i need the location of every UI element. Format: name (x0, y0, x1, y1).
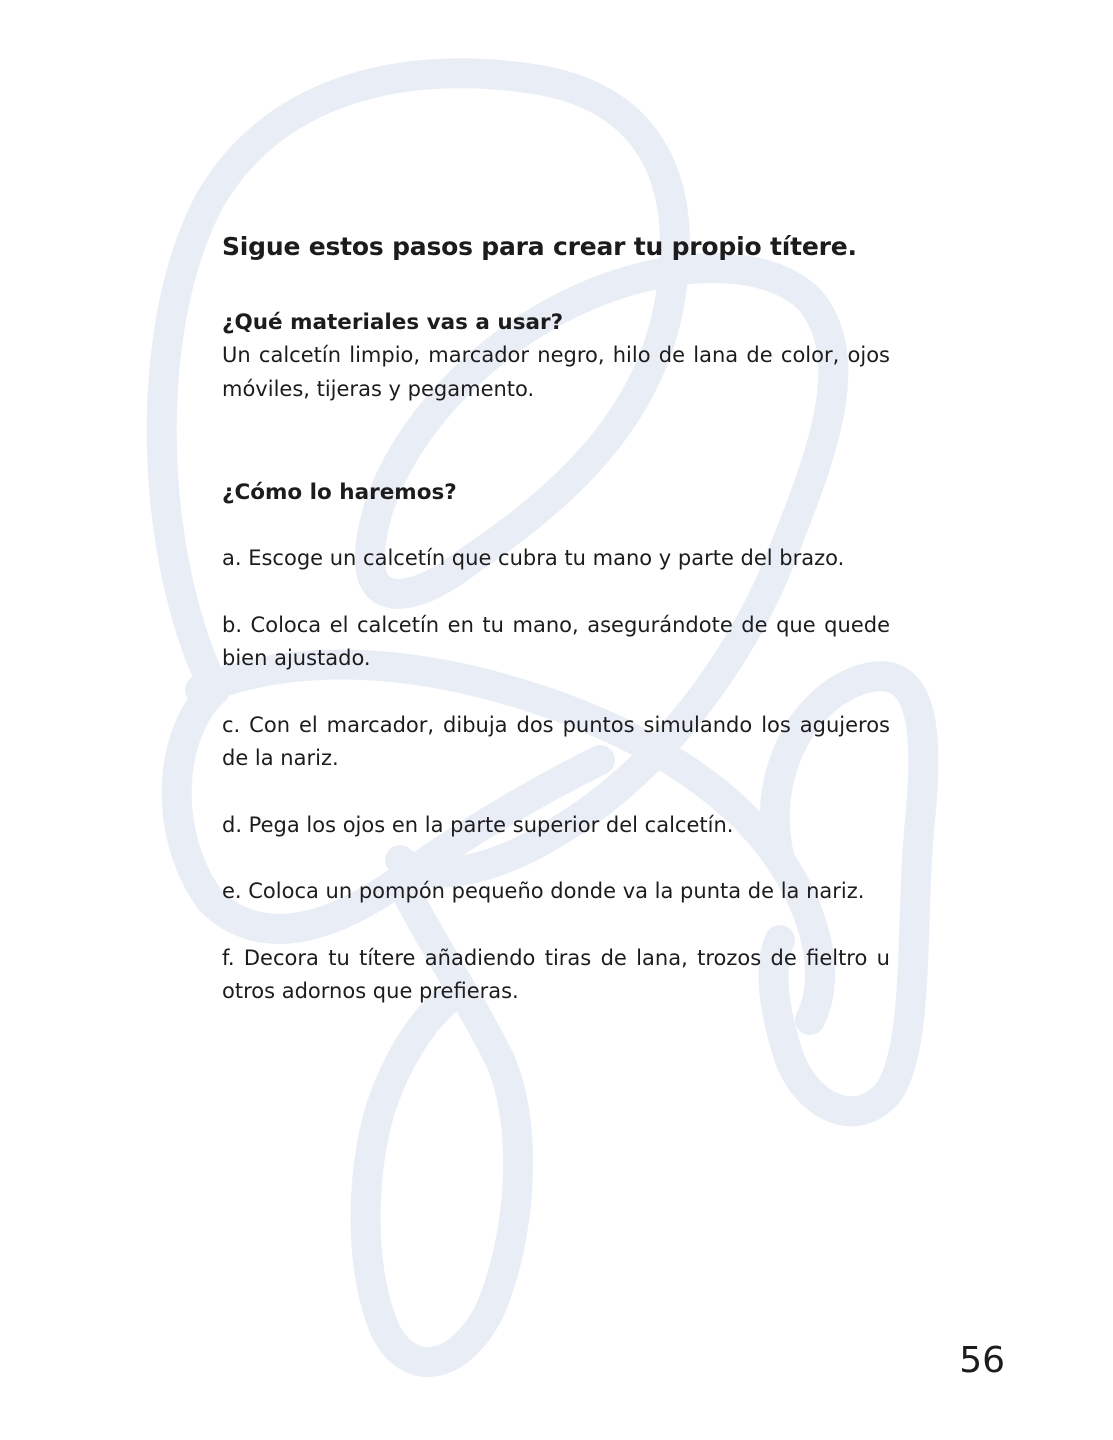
materials-section (222, 306, 890, 406)
step-e: e. Coloca un pompón pequeño donde va la punta de la nariz. (222, 879, 865, 903)
howto-question: ¿Cómo lo haremos? (222, 480, 457, 505)
page-number: 56 (959, 1340, 1005, 1381)
step-b: b. Coloca el calcetín en tu mano, asegurándote de que quede bien ajustado. (222, 612, 890, 670)
step-f: f. Decora tu títere añadiendo tiras de lana, trozos de fieltro u otros adornos que prefieras. (222, 945, 890, 1003)
page-title: Sigue estos pasos para crear tu propio títere. (222, 232, 857, 261)
howto-section (222, 476, 890, 1009)
main-content (222, 232, 890, 1042)
materials-question: ¿Qué materiales vas a usar? (222, 310, 564, 335)
step-d: d. Pega los ojos en la parte superior del calcetín. (222, 812, 734, 837)
steps-list (222, 542, 890, 1009)
step-a: a. Escoge un calcetín que cubra tu mano y parte del brazo. (222, 546, 845, 570)
materials-answer: Un calcetín limpio, marcador negro, hilo de lana de color, ojos móviles, tijeras y pegamento. (222, 343, 890, 401)
step-c: c. Con el marcador, dibuja dos puntos simulando los agujeros de la nariz. (222, 712, 890, 770)
